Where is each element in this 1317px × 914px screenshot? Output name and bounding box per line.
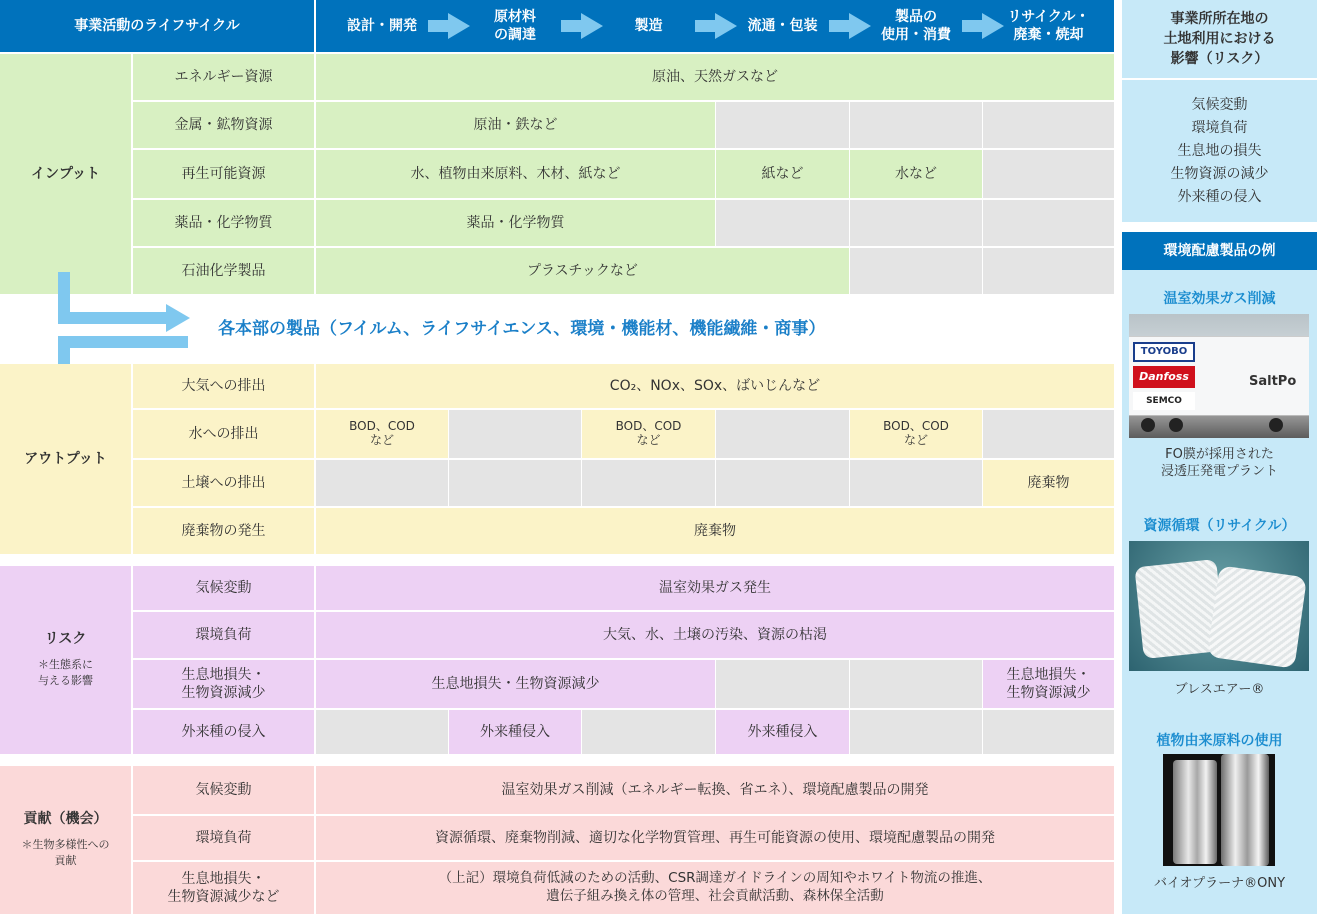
stage-use: 製品の 使用・消費 — [850, 0, 982, 52]
empty-cell — [716, 660, 849, 708]
saltpower-logo: SaltPo — [1249, 374, 1297, 389]
empty-cell — [850, 710, 982, 754]
input-row-label: 石油化学製品 — [133, 248, 314, 294]
empty-cell — [983, 150, 1114, 198]
stage-procurement: 原材料 の調達 — [449, 0, 581, 52]
empty-cell — [983, 248, 1114, 294]
output-row-label: 水への排出 — [133, 410, 314, 458]
stage-disposal: リサイクル・ 廃棄・焼却 — [983, 0, 1114, 52]
empty-cell — [716, 200, 849, 246]
output-section-label: アウトプット — [0, 364, 131, 554]
output-cell: 廃棄物 — [983, 460, 1114, 506]
input-row-label: エネルギー資源 — [133, 54, 314, 100]
input-cell: 原油、天然ガスなど — [316, 54, 1114, 100]
empty-cell — [449, 460, 581, 506]
stage-arrow-icon — [428, 13, 470, 39]
contribution-cell: 資源循環、廃棄物削減、適切な化学物質管理、再生可能資源の使用、環境配慮製品の開発 — [316, 816, 1114, 860]
stage-arrows — [0, 0, 1120, 52]
stage-design: 設計・開発 — [316, 0, 448, 52]
breathair-photo — [1129, 541, 1309, 671]
empty-cell — [983, 200, 1114, 246]
stage-arrow-icon — [561, 13, 603, 39]
risk-cell: 生息地損失・生物資源減少 — [316, 660, 715, 708]
empty-cell — [716, 102, 849, 148]
contribution-cell: （上記）環境負荷低減のための活動、CSR調達ガイドラインの周知やホワイト物流の推進、 遺伝子組み換え体の管理、社会貢献活動、森林保全活動 — [316, 862, 1114, 914]
empty-cell — [983, 102, 1114, 148]
land-use-item: 環境負荷 — [1191, 119, 1248, 136]
empty-cell — [716, 410, 849, 458]
risk-cell: 大気、水、土壌の汚染、資源の枯渇 — [316, 612, 1114, 658]
risk-cell: 外来種侵入 — [449, 710, 581, 754]
contribution-note: ＊生物多様性への 貢献 — [21, 837, 110, 868]
risk-cell: 温室効果ガス発生 — [316, 566, 1114, 610]
output-cell: BOD、COD など — [582, 410, 715, 458]
contribution-row-label: 環境負荷 — [133, 816, 314, 860]
example-title: 植物由来原料の使用 — [1156, 732, 1283, 749]
empty-cell — [582, 710, 715, 754]
contribution-row-label: 生息地損失・ 生物資源減少など — [133, 862, 314, 914]
eco-products-title: 環境配慮製品の例 — [1122, 232, 1317, 270]
stage-manufacturing: 製造 — [582, 0, 715, 52]
products-band: 各本部の製品（フイルム、ライフサイエンス、環境・機能材、機能繊維・商事） — [218, 319, 826, 339]
output-cell: 廃棄物 — [316, 508, 1114, 554]
output-row-label: 廃棄物の発生 — [133, 508, 314, 554]
risk-row-label: 外来種の侵入 — [133, 710, 314, 754]
empty-cell — [850, 200, 982, 246]
input-cell: 原油・鉄など — [316, 102, 715, 148]
empty-cell — [983, 410, 1114, 458]
land-use-list — [1122, 80, 1317, 222]
risk-row-label: 環境負荷 — [133, 612, 314, 658]
risk-label: リスク — [44, 631, 87, 648]
stage-arrow-icon — [695, 13, 737, 39]
land-use-item: 生息地の損失 — [1177, 142, 1262, 159]
output-cell: BOD、COD など — [850, 410, 982, 458]
land-use-item: 外来種の侵入 — [1177, 188, 1262, 205]
bioplana-photo — [1163, 754, 1275, 866]
input-row-label: 再生可能資源 — [133, 150, 314, 198]
lifecycle-header: 事業活動のライフサイクル — [0, 0, 314, 52]
example-caption: FO膜が採用された 浸透圧発電プラント — [1160, 447, 1278, 479]
land-use-item: 気候変動 — [1191, 96, 1248, 113]
input-row-label: 薬品・化学物質 — [133, 200, 314, 246]
output-cell: CO₂、NOx、SOx、ばいじんなど — [316, 364, 1114, 408]
empty-cell — [983, 710, 1114, 754]
stage-distribution: 流通・包装 — [716, 0, 849, 52]
land-use-title: 事業所所在地の 土地利用における 影響（リスク） — [1122, 0, 1317, 78]
empty-cell — [716, 460, 849, 506]
input-cell: 薬品・化学物質 — [316, 200, 715, 246]
input-cell: 紙など — [716, 150, 849, 198]
empty-cell — [316, 710, 448, 754]
empty-cell — [850, 102, 982, 148]
stage-arrow-icon — [962, 13, 1004, 39]
land-use-item: 生物資源の減少 — [1170, 165, 1269, 182]
semco-logo: SEMCO — [1133, 392, 1195, 410]
example-caption: ブレスエアー® — [1174, 681, 1265, 697]
risk-note: ＊生態系に 与える影響 — [38, 657, 93, 688]
example-title: 温室効果ガス削減 — [1163, 290, 1276, 307]
toyobo-logo: TOYOBO — [1133, 342, 1195, 362]
output-row-label: 大気への排出 — [133, 364, 314, 408]
empty-cell — [316, 460, 448, 506]
input-cell: 水など — [850, 150, 982, 198]
empty-cell — [850, 460, 982, 506]
output-row-label: 土壌への排出 — [133, 460, 314, 506]
example-caption: バイオプラーナ®ONY — [1153, 875, 1286, 891]
input-cell: プラスチックなど — [316, 248, 849, 294]
contribution-cell: 温室効果ガス削減（エネルギー転換、省エネ）、環境配慮製品の開発 — [316, 766, 1114, 814]
empty-cell — [850, 660, 982, 708]
power-plant-photo — [1129, 314, 1309, 438]
output-cell: BOD、COD など — [316, 410, 448, 458]
contribution-row-label: 気候変動 — [133, 766, 314, 814]
stage-arrow-icon — [829, 13, 871, 39]
risk-cell: 外来種侵入 — [716, 710, 849, 754]
input-section-label: インプット — [0, 54, 131, 294]
risk-section-label — [0, 566, 131, 754]
contribution-section-label — [0, 766, 131, 914]
example-title: 資源循環（リサイクル） — [1143, 517, 1296, 534]
empty-cell — [582, 460, 715, 506]
contribution-label: 貢献（機会） — [23, 811, 108, 828]
empty-cell — [449, 410, 581, 458]
input-cell: 水、植物由来原料、木材、紙など — [316, 150, 715, 198]
input-row-label: 金属・鉱物資源 — [133, 102, 314, 148]
risk-cell: 生息地損失・ 生物資源減少 — [983, 660, 1114, 708]
risk-row-label: 気候変動 — [133, 566, 314, 610]
danfoss-logo: Danfoss — [1133, 366, 1195, 388]
risk-row-label: 生息地損失・ 生物資源減少 — [133, 660, 314, 708]
empty-cell — [850, 248, 982, 294]
